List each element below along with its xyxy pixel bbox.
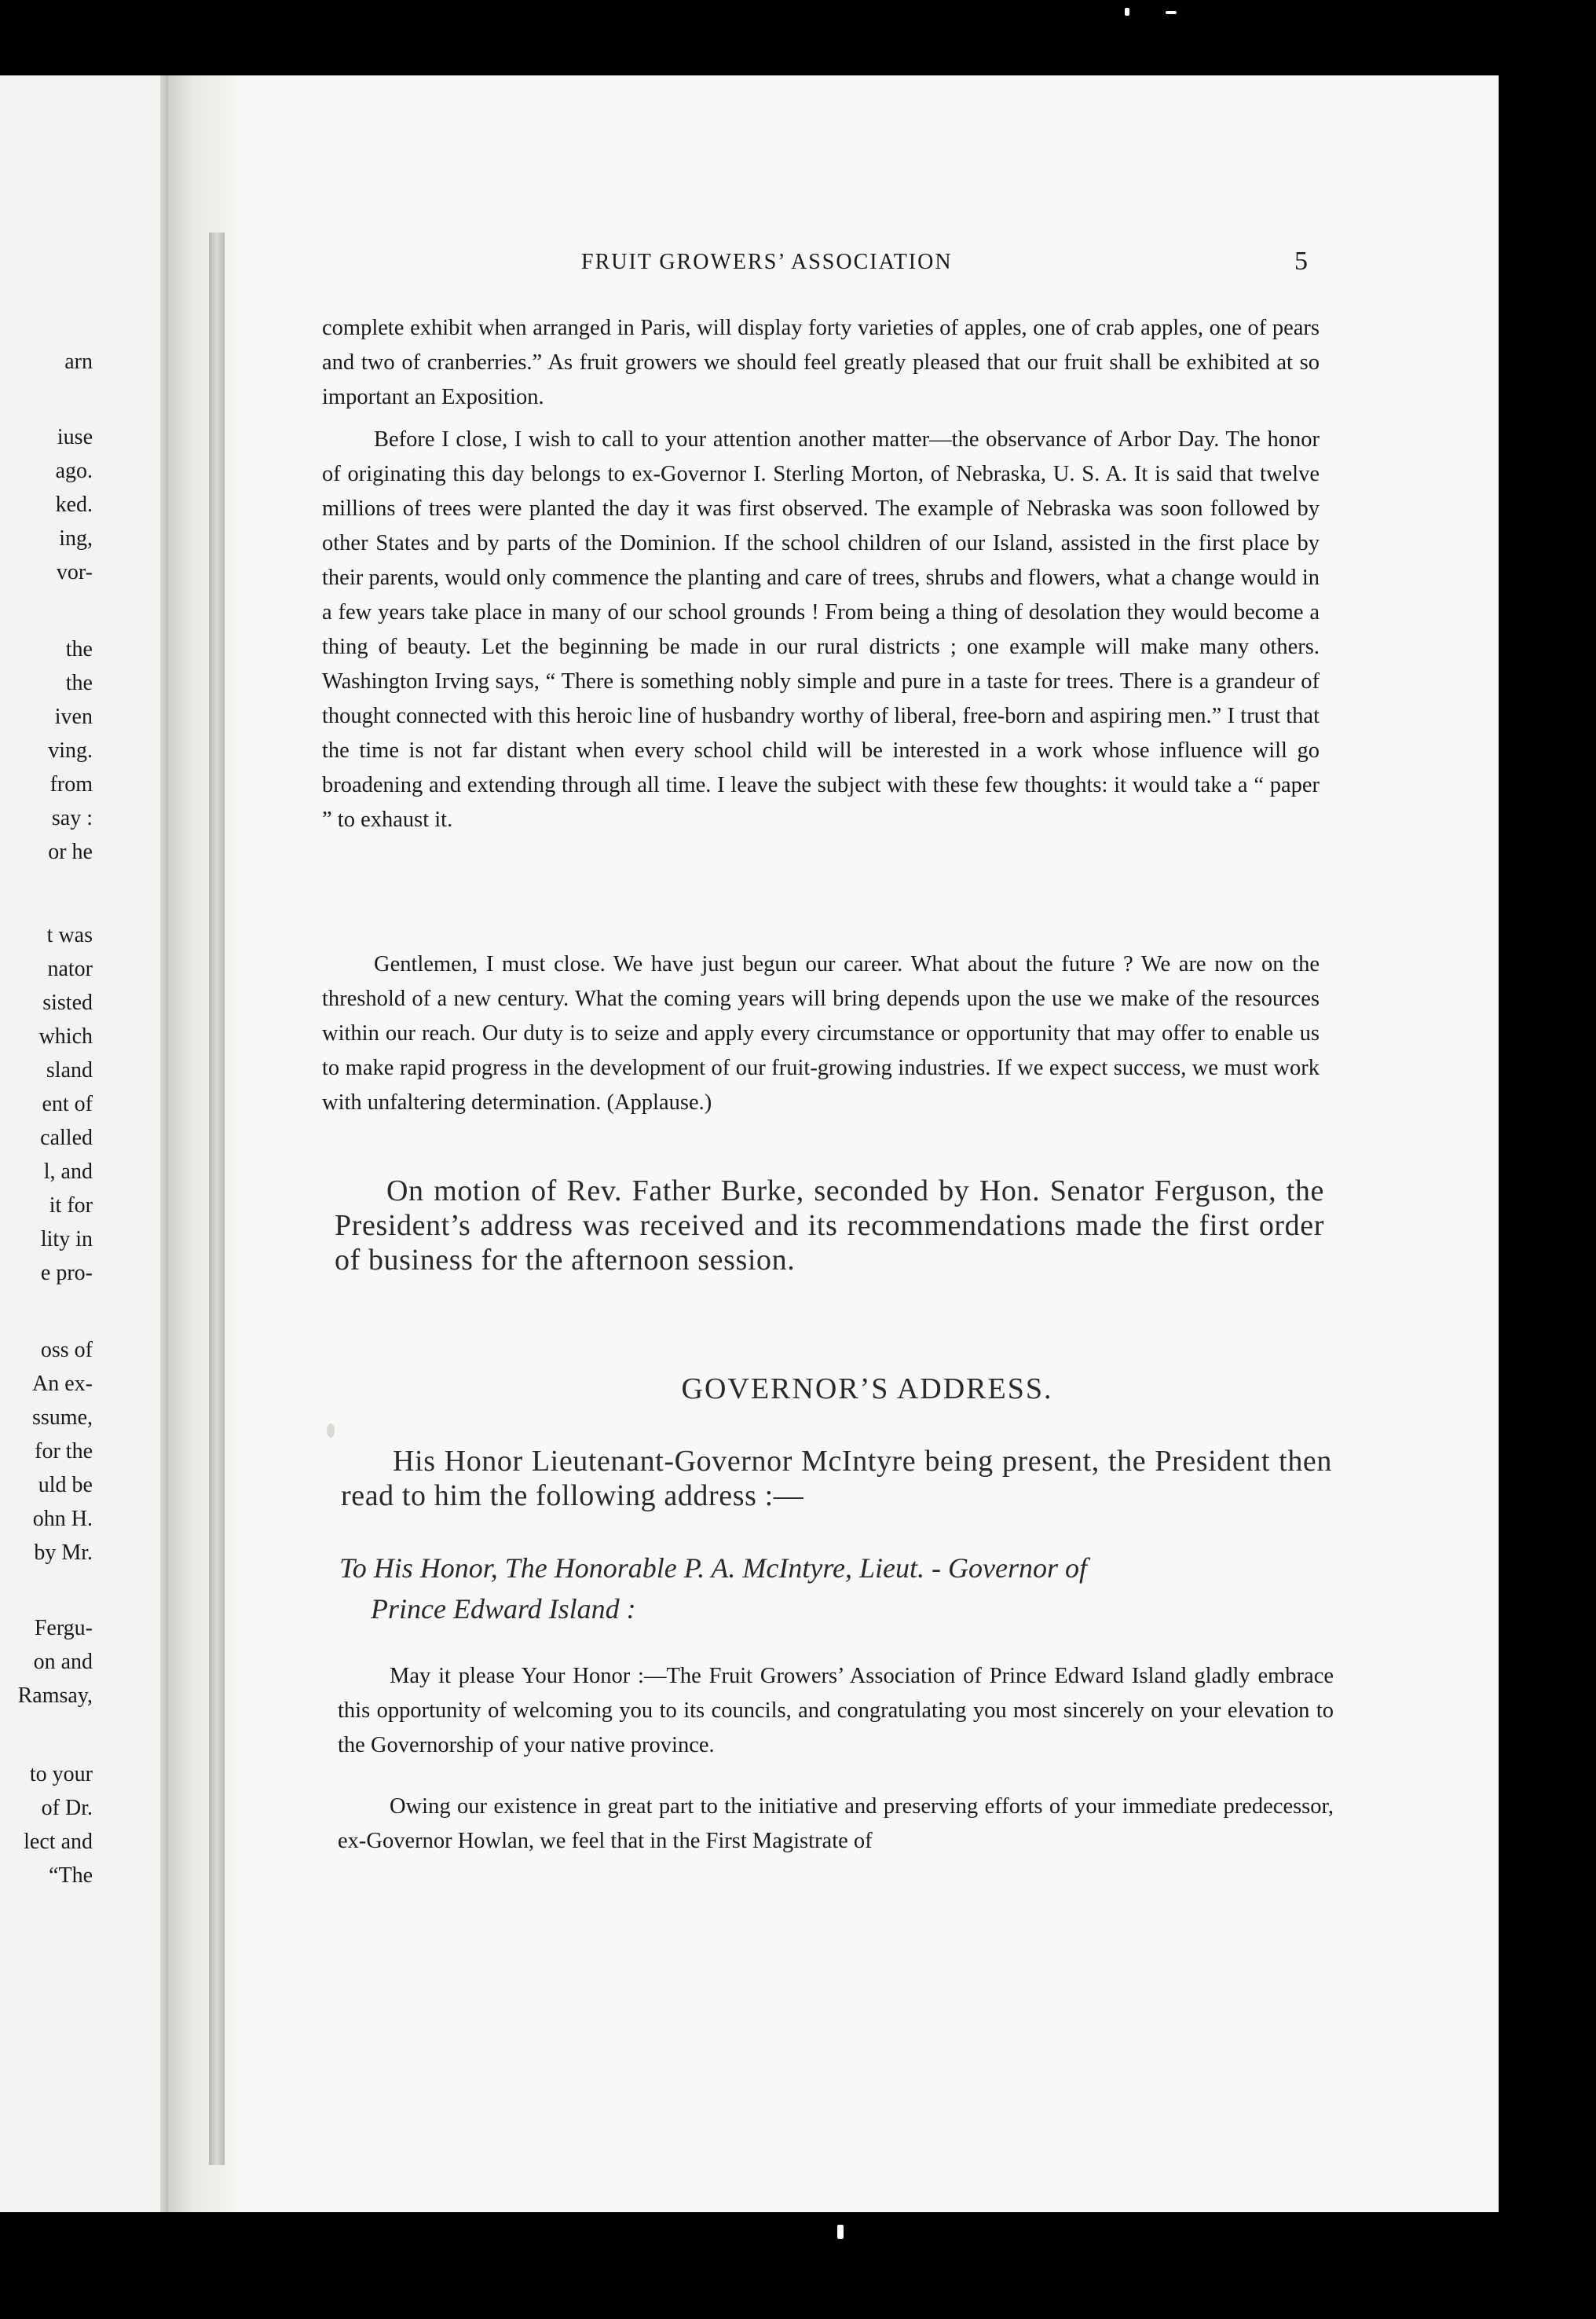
salutation-line: To His Honor, The Honorable P. A. McIntyre, Lieut. - Governor of bbox=[339, 1552, 1087, 1584]
facing-page-line: Ramsay, bbox=[17, 1683, 93, 1708]
scan-speck bbox=[1166, 11, 1177, 14]
facing-page-line: ked. bbox=[55, 493, 93, 517]
facing-page-line: ohn H. bbox=[32, 1507, 93, 1531]
facing-page-line: t was bbox=[46, 923, 93, 947]
facing-page bbox=[0, 75, 168, 2212]
book-gutter bbox=[168, 75, 243, 2212]
scan-speck bbox=[837, 2225, 844, 2239]
paragraph-exhibit: complete exhibit when arranged in Paris, will display forty varieties of apples, one of crab apples, one of pears and two of cranberries.” As fruit growers we should feel greatly pleased that our fruit shall be exhibited at so important an Exposition. bbox=[322, 316, 1320, 409]
address-salutation bbox=[339, 1548, 1329, 1629]
facing-page-line: sland bbox=[46, 1058, 93, 1083]
facing-page-line: oss of bbox=[40, 1338, 93, 1362]
facing-page-line: which bbox=[38, 1024, 93, 1049]
facing-page-line: it for bbox=[49, 1193, 93, 1218]
facing-page-line: nator bbox=[47, 957, 93, 981]
facing-page-edge bbox=[160, 75, 168, 2212]
facing-page-line: arn bbox=[64, 350, 93, 374]
facing-page-line: from bbox=[49, 772, 93, 797]
paragraph-closing: Gentlemen, I must close. We have just begun our career. What about the future ? We are now on the threshold of a new century. What the coming years will bring depends upon the use we make of the resources within our reach. Our duty is to seize and apply every circumstance or opportunity that may offer to enable us to make rapid progress in the development of our fruit-growing industries. If we expect success, we must work with unfaltering determination. (Applause.) bbox=[322, 952, 1320, 1115]
facing-page-line: vor- bbox=[56, 560, 93, 584]
facing-page-line: to your bbox=[29, 1762, 93, 1786]
facing-page-line: on and bbox=[33, 1650, 93, 1674]
running-header: FRUIT GROWERS’ ASSOCIATION bbox=[581, 250, 953, 274]
paragraph-arbor-day: Before I close, I wish to call to your attention another matter—the observance of Arbor Day. The honor of originating this day belongs to ex-Governor I. Sterling Morton, of Nebraska, U. S. A. It is said that twelve millions of trees were planted the day it was first observed. The example of Nebraska was soon followed by other States and by parts of the Dominion. If the school children of our Island, assisted in the first place by their parents, would only commence the planting and care of trees, shrubs and flowers, what a change would in a few years take place in many of our school grounds ! From being a thing of desolation they would become a thing of beauty. Let the beginning be made in our rural districts ; one example will make many others. Washington Irving says, “ There is something nobly simple and pure in a taste for trees. There is a grandeur of thought connected with this heroic line of husbandry worthy of liberal, free-born and aspiring men.” I trust that the time is not far distant when every school child will be interested in a work whose influence will go broadening and extending through all time. I leave the subject with these few thoughts: it would take a “ paper ” to exhaust it. bbox=[322, 427, 1320, 832]
section-heading: GOVERNOR’S ADDRESS. bbox=[681, 1372, 1053, 1405]
facing-page-line: “The bbox=[49, 1863, 93, 1888]
address-paragraph-howlan: Owing our existence in great part to the initiative and preserving efforts of your immediate predecessor, ex-Governor Howlan, we feel that in the First Magistrate of bbox=[338, 1794, 1334, 1853]
facing-page-line: ent of bbox=[42, 1092, 93, 1116]
scan-speck bbox=[1125, 8, 1129, 16]
facing-page-line: uld be bbox=[38, 1473, 93, 1497]
facing-page-line: of Dr. bbox=[41, 1796, 93, 1820]
facing-page-line: e pro- bbox=[40, 1261, 93, 1285]
facing-page-line: sisted bbox=[42, 991, 93, 1015]
motion-paragraph: On motion of Rev. Father Burke, seconded by Hon. Senator Ferguson, the President’s address was received and its recommendations made the first order of business for the afternoon session. bbox=[335, 1174, 1324, 1277]
facing-page-line: ssume, bbox=[32, 1405, 93, 1430]
page-number: 5 bbox=[1294, 247, 1308, 276]
facing-page-line: Fergu- bbox=[34, 1616, 93, 1640]
facing-page-line: by Mr. bbox=[34, 1541, 93, 1565]
facing-page-line: iuse bbox=[57, 425, 93, 449]
facing-page-line: lity in bbox=[40, 1227, 93, 1251]
facing-page-line: for the bbox=[35, 1439, 93, 1464]
facing-page-line: An ex- bbox=[32, 1372, 93, 1396]
facing-page-line: ving. bbox=[48, 738, 93, 763]
facing-page-line: lect and bbox=[24, 1830, 93, 1854]
facing-page-line: the bbox=[65, 671, 93, 695]
facing-page-line: l, and bbox=[43, 1160, 93, 1184]
facing-page-line: say : bbox=[51, 806, 93, 830]
facing-page-line: ago. bbox=[55, 459, 93, 483]
facing-page-line: the bbox=[65, 637, 93, 661]
facing-page-line: or he bbox=[48, 840, 93, 864]
salutation-line: Prince Edward Island : bbox=[371, 1593, 636, 1625]
intro-paragraph: His Honor Lieutenant-Governor McIntyre being present, the President then read to him the following address :— bbox=[341, 1445, 1332, 1512]
facing-page-line: called bbox=[40, 1126, 93, 1150]
page-blemish bbox=[327, 1423, 335, 1438]
binding-strip bbox=[209, 233, 225, 2165]
book-page bbox=[236, 75, 1499, 2212]
facing-page-line: iven bbox=[54, 705, 93, 729]
facing-page-line: ing, bbox=[59, 526, 93, 551]
address-paragraph-welcome: May it please Your Honor :—The Fruit Growers’ Association of Prince Edward Island gladly embrace this opportunity of welcoming you to its councils, and congratulating you most sincerely on your elevation to the Governorship of your native province. bbox=[338, 1664, 1334, 1757]
